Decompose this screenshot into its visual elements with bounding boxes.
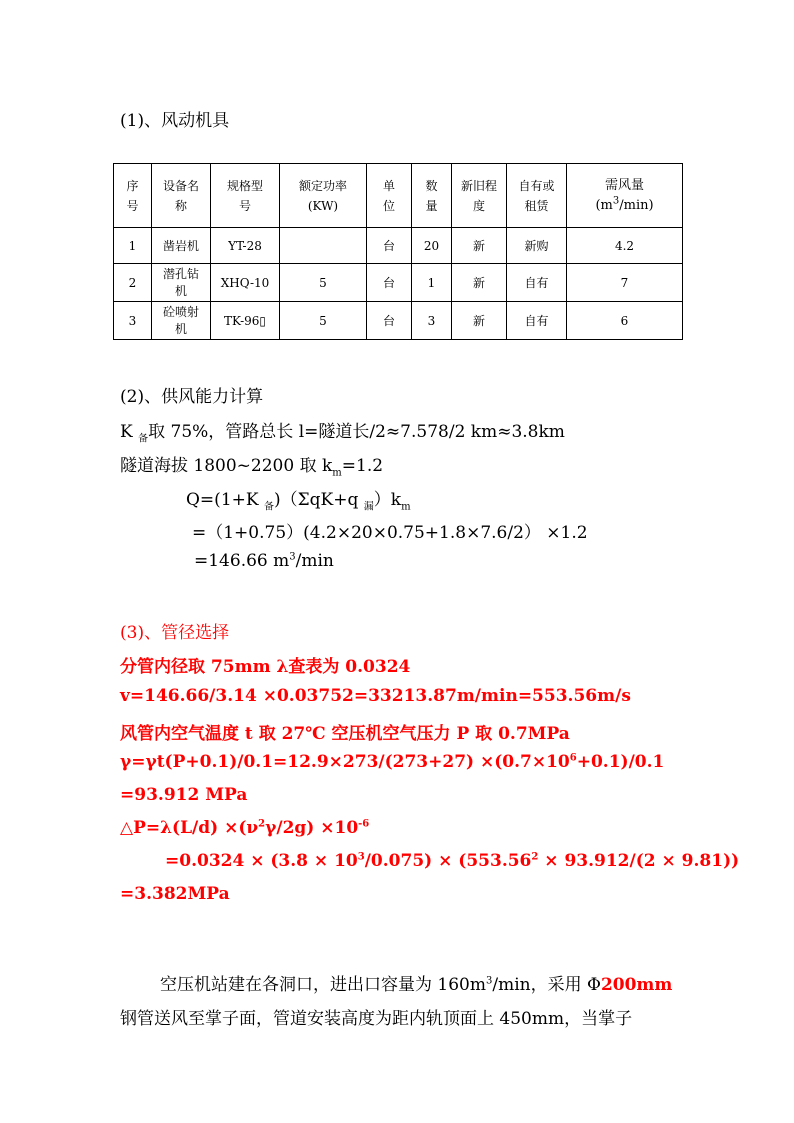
header-source: 自有或 租赁 <box>507 164 567 228</box>
cell-unit: 台 <box>367 264 412 302</box>
cell-air: 6 <box>567 302 683 340</box>
table-row <box>114 264 683 302</box>
cell-power <box>280 228 367 264</box>
cell-name: 潜孔钻 机 <box>152 264 211 302</box>
cell-power: 5 <box>280 302 367 340</box>
cell-power: 5 <box>280 264 367 302</box>
section1-heading: (1)、风动机具 <box>120 111 230 131</box>
pipe-line-4: $\gamma=\gamma t(P+0.1)/0.1=12.9\times 273/(273+27) \times(0.7\times 10^6+0.1)/0.1$ <box>120 752 665 772</box>
calc-line-5: =146.66 $m^3/\min$ <box>194 551 334 571</box>
calc-line-3: Q=(1+K $_备$)（ΣqK+q $_漏)k_m$ <box>186 490 411 513</box>
pipe-line-7: $=0.0324 \times (3.8 \times 10^3/0.075) \times (553.56^2 \times 93.912/(2 \times 9.81))$ <box>165 851 740 871</box>
cell-qty: 1 <box>412 264 452 302</box>
cell-unit: 台 <box>367 228 412 264</box>
cell-name: 凿岩机 <box>152 228 211 264</box>
cell-air: 4.2 <box>567 228 683 264</box>
pipe-line-1: 分管内径取 75mm λ查表为 0.0324 <box>120 657 411 677</box>
header-spec: 规格型 号 <box>211 164 280 228</box>
pipe-line-8: =3.382MPa <box>120 884 230 904</box>
pipe-line-3: 风管内空气温度 t 取 27℃ 空压机空气压力 P 取 0.7MPa <box>120 724 570 744</box>
cell-spec: TK-96▯ <box>211 302 280 340</box>
section2-heading: (2)、供风能力计算 <box>120 387 264 407</box>
cell-qty: 20 <box>412 228 452 264</box>
cell-condition: 新 <box>452 228 507 264</box>
calc-line-1: K $_备$取 75%，管路总长 l=隧道长/2≈7.578/2 km≈3.8km <box>120 422 565 445</box>
header-power: 额定功率 (KW) <box>280 164 367 228</box>
cell-source: 自有 <box>507 264 567 302</box>
table-row <box>114 228 683 264</box>
cell-source: 新购 <box>507 228 567 264</box>
cell-source: 自有 <box>507 302 567 340</box>
header-unit: 单 位 <box>367 164 412 228</box>
cell-seq: 1 <box>114 228 152 264</box>
section3-heading: (3)、管径选择 <box>120 623 230 643</box>
pipe-line-6: △P=λ(L/d) $\times(\nu^2\gamma/2g) \times 10^{-6}$ <box>120 818 370 838</box>
paragraph-line-2: 钢管送风至掌子面，管道安装高度为距内轨顶面上 450mm，当掌子 <box>120 1009 633 1029</box>
cell-seq: 2 <box>114 264 152 302</box>
cell-condition: 新 <box>452 302 507 340</box>
table-row <box>114 302 683 340</box>
cell-seq: 3 <box>114 302 152 340</box>
pipe-line-5: =93.912 MPa <box>120 785 248 805</box>
calc-line-2: 隧道海拔 1800~2200 取 $k_m=1.2$ <box>120 456 384 479</box>
cell-unit: 台 <box>367 302 412 340</box>
header-qty: 数 量 <box>412 164 452 228</box>
header-condition: 新旧程 度 <box>452 164 507 228</box>
cell-air: 7 <box>567 264 683 302</box>
cell-spec: XHQ-10 <box>211 264 280 302</box>
cell-qty: 3 <box>412 302 452 340</box>
equipment-table <box>113 163 683 340</box>
cell-condition: 新 <box>452 264 507 302</box>
header-name: 设备名 称 <box>152 164 211 228</box>
calc-line-4: =（1+0.75）(4.2×20×0.75+1.8×7.6/2） ×1.2 <box>192 523 588 543</box>
pipe-line-2: v=146.66/3.14 ×0.03752=33213.87m/min=553.56m/s <box>120 686 631 706</box>
header-air: 需风量 $(m^3/\min)$ <box>567 164 683 228</box>
paragraph-line-1: 空压机站建在各洞口，进出口容量为 $160m^3/\min$，采用 Φ200mm <box>160 975 673 995</box>
table-header-row <box>114 164 683 228</box>
header-seq: 序 号 <box>114 164 152 228</box>
cell-name: 砼喷射 机 <box>152 302 211 340</box>
cell-spec: YT-28 <box>211 228 280 264</box>
